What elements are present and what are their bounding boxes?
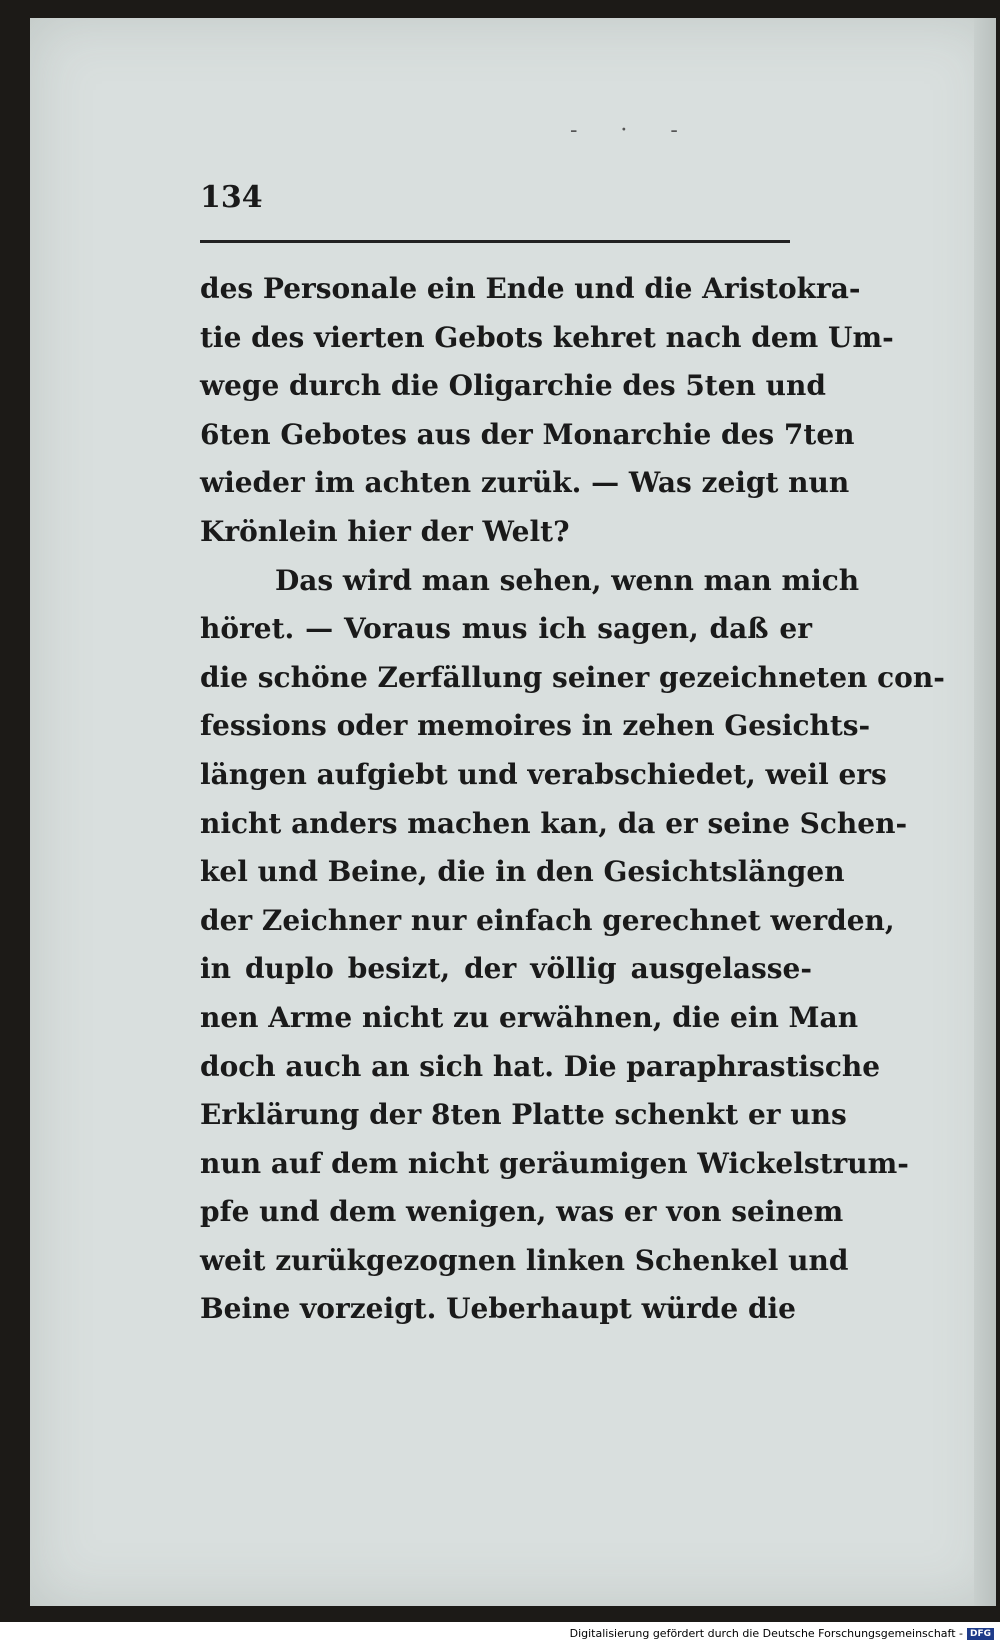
text-line: der Zeichner nur einfach gerechnet werden, xyxy=(200,903,895,937)
footer-text: Digitalisierung gefördert durch die Deutsche Forschungsgemeinschaft - xyxy=(569,1627,963,1640)
dfg-logo: DFG xyxy=(967,1628,994,1640)
body-text xyxy=(200,265,945,1334)
text-line: Krönlein hier der Welt? xyxy=(200,514,570,548)
text-line: pfe und dem wenigen, was er von seinem xyxy=(200,1195,844,1229)
printer-marks: - · - xyxy=(570,118,696,143)
text-line: doch auch an sich hat. Die paraphrastische xyxy=(200,1049,881,1083)
text-line: tie des vierten Gebots kehret nach dem Um- xyxy=(200,320,894,354)
text-line: Erklärung der 8ten Platte schenkt er uns xyxy=(200,1098,847,1132)
text-line: kel und Beine, die in den Gesichtslängen xyxy=(200,855,845,889)
page-number: 134 xyxy=(200,180,263,215)
text-line: des Personale ein Ende und die Aristokra- xyxy=(200,272,861,305)
text-line: wege durch die Oligarchie des 5ten und xyxy=(200,369,826,403)
text-line: fessions oder memoires in zehen Gesichts- xyxy=(200,709,871,743)
text-line: in duplo besizt, der völlig ausgelasse- xyxy=(200,952,812,986)
text-line: nen Arme nicht zu erwähnen, die ein Man xyxy=(200,1000,859,1034)
text-line: weit zurükgezognen linken Schenkel und xyxy=(200,1243,849,1277)
text-line: längen aufgiebt und verabschiedet, weil ers xyxy=(200,757,887,791)
text-line: nun auf dem nicht geräumigen Wickelstrum- xyxy=(200,1146,909,1180)
text-line: wieder im achten zurük. — Was zeigt nun xyxy=(200,466,850,500)
text-line: 6ten Gebotes aus der Monarchie des 7ten xyxy=(200,417,855,451)
text-line: Beine vorzeigt. Ueberhaupt würde die xyxy=(200,1292,796,1326)
footer-credit xyxy=(570,1627,994,1640)
page-edge xyxy=(974,18,996,1606)
text-line: höret. — Voraus mus ich sagen, daß er xyxy=(200,612,812,646)
header-rule xyxy=(200,240,790,243)
text-line: die schöne Zerfällung seiner gezeichneten con- xyxy=(200,660,945,694)
text-line: Das wird man sehen, wenn man mich xyxy=(275,563,860,597)
text-line: nicht anders machen kan, da er seine Schen- xyxy=(200,806,908,840)
